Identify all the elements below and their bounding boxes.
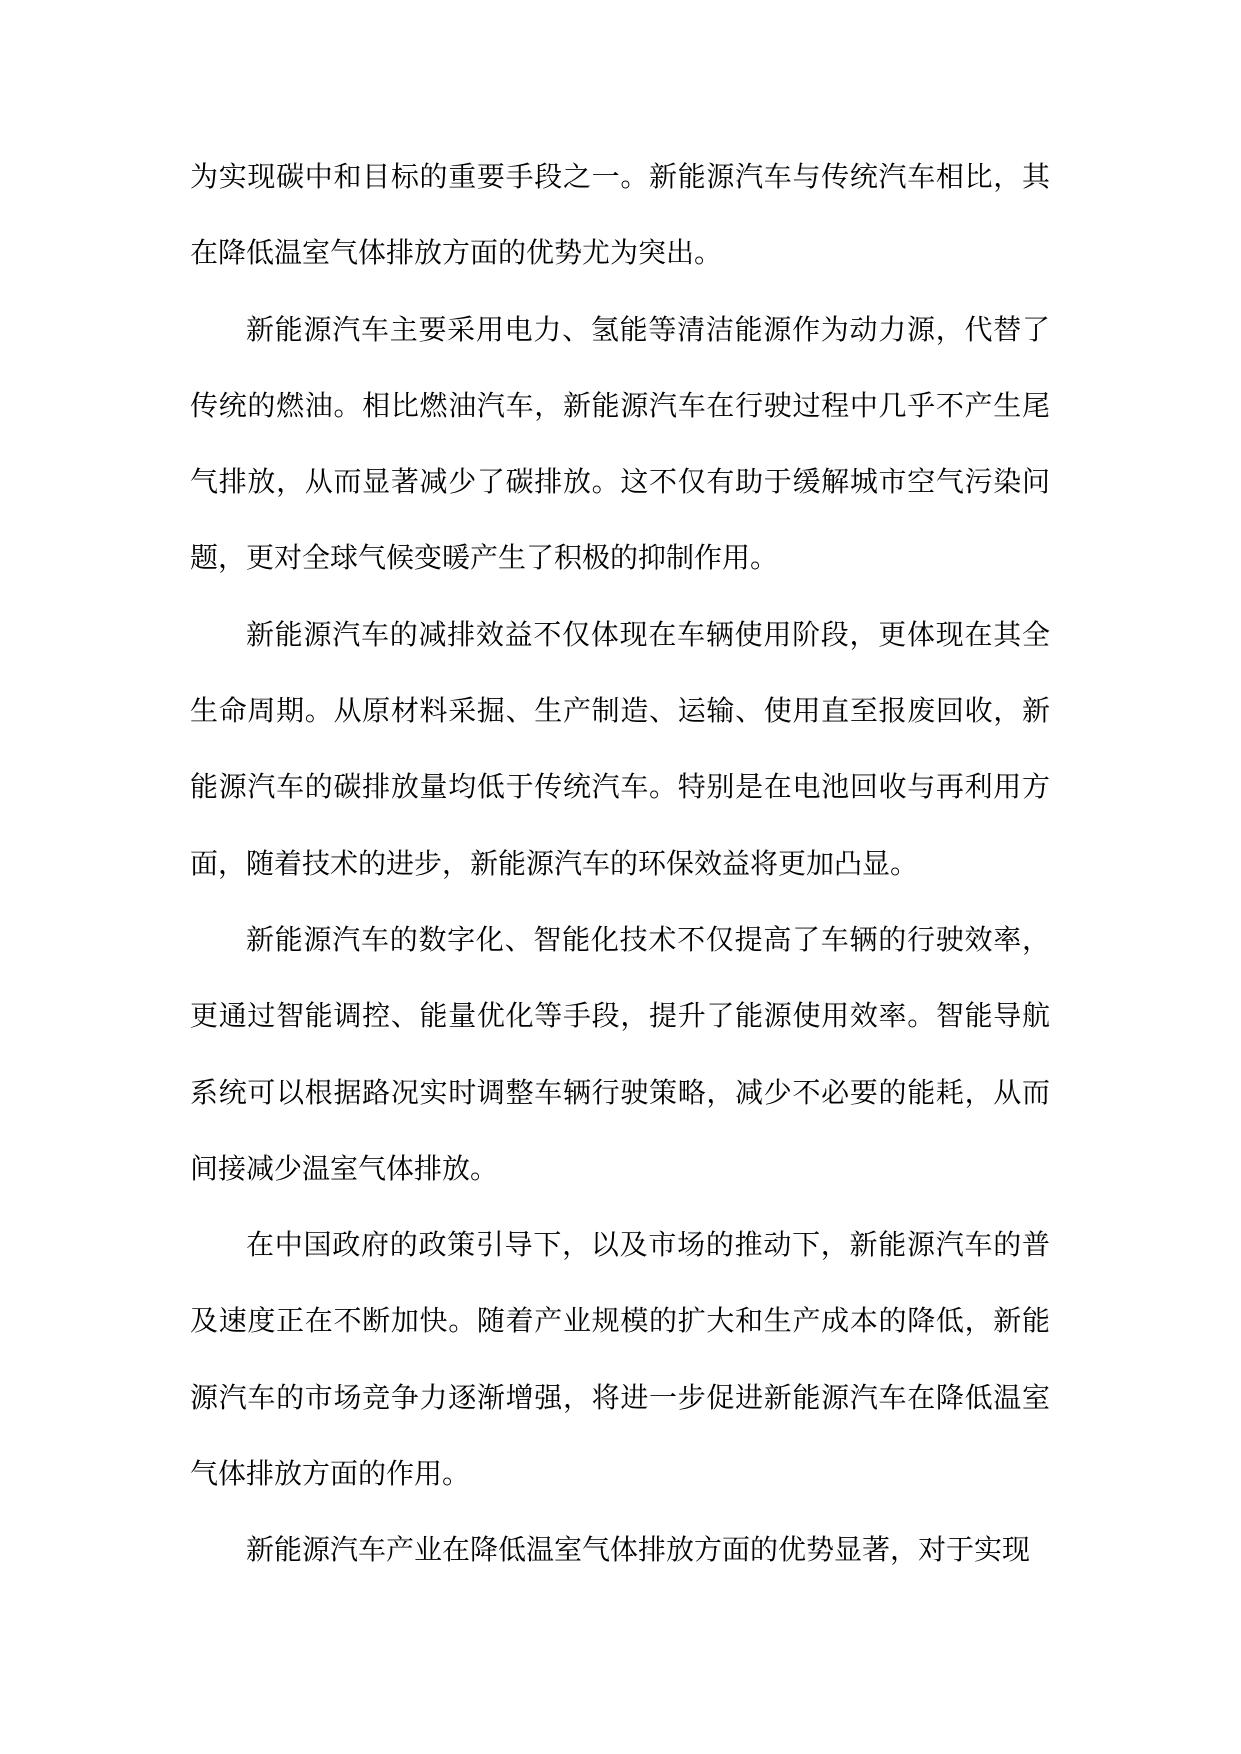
paragraph-smart-technology: 新能源汽车的数字化、智能化技术不仅提高了车辆的行驶效率，更通过智能调控、能量优化等手段，提升了能源使用效率。智能导航系统可以根据路况实时调整车辆行驶策略，减少不必要的能耗，从而间接减少温室气体排放。 — [190, 922, 1050, 1185]
paragraph-energy-source: 新能源汽车主要采用电力、氢能等清洁能源作为动力源，代替了传统的燃油。相比燃油汽车，新能源汽车在行驶过程中几乎不产生尾气排放，从而显著减少了碳排放。这不仅有助于缓解城市空气污染问题，更对全球气候变暖产生了积极的抑制作用。 — [190, 312, 1050, 575]
paragraph-conclusion: 新能源汽车产业在降低温室气体排放方面的优势显著，对于实现 — [246, 1533, 1031, 1567]
document-body — [190, 139, 1050, 1589]
paragraph-policy-market: 在中国政府的政策引导下，以及市场的推动下，新能源汽车的普及速度正在不断加快。随着产业规模的扩大和生产成本的降低，新能源汽车的市场竞争力逐渐增强，将进一步促进新能源汽车在降低温室气体排放方面的作用。 — [190, 1228, 1050, 1491]
paragraph-continued: 为实现碳中和目标的重要手段之一。新能源汽车与传统汽车相比，其在降低温室气体排放方面的优势尤为突出。 — [190, 160, 1050, 270]
paragraph-life-cycle: 新能源汽车的减排效益不仅体现在车辆使用阶段，更体现在其全生命周期。从原材料采掘、生产制造、运输、使用直至报废回收，新能源汽车的碳排放量均低于传统汽车。特别是在电池回收与再利用方面，随着技术的进步，新能源汽车的环保效益将更加凸显。 — [190, 617, 1050, 880]
